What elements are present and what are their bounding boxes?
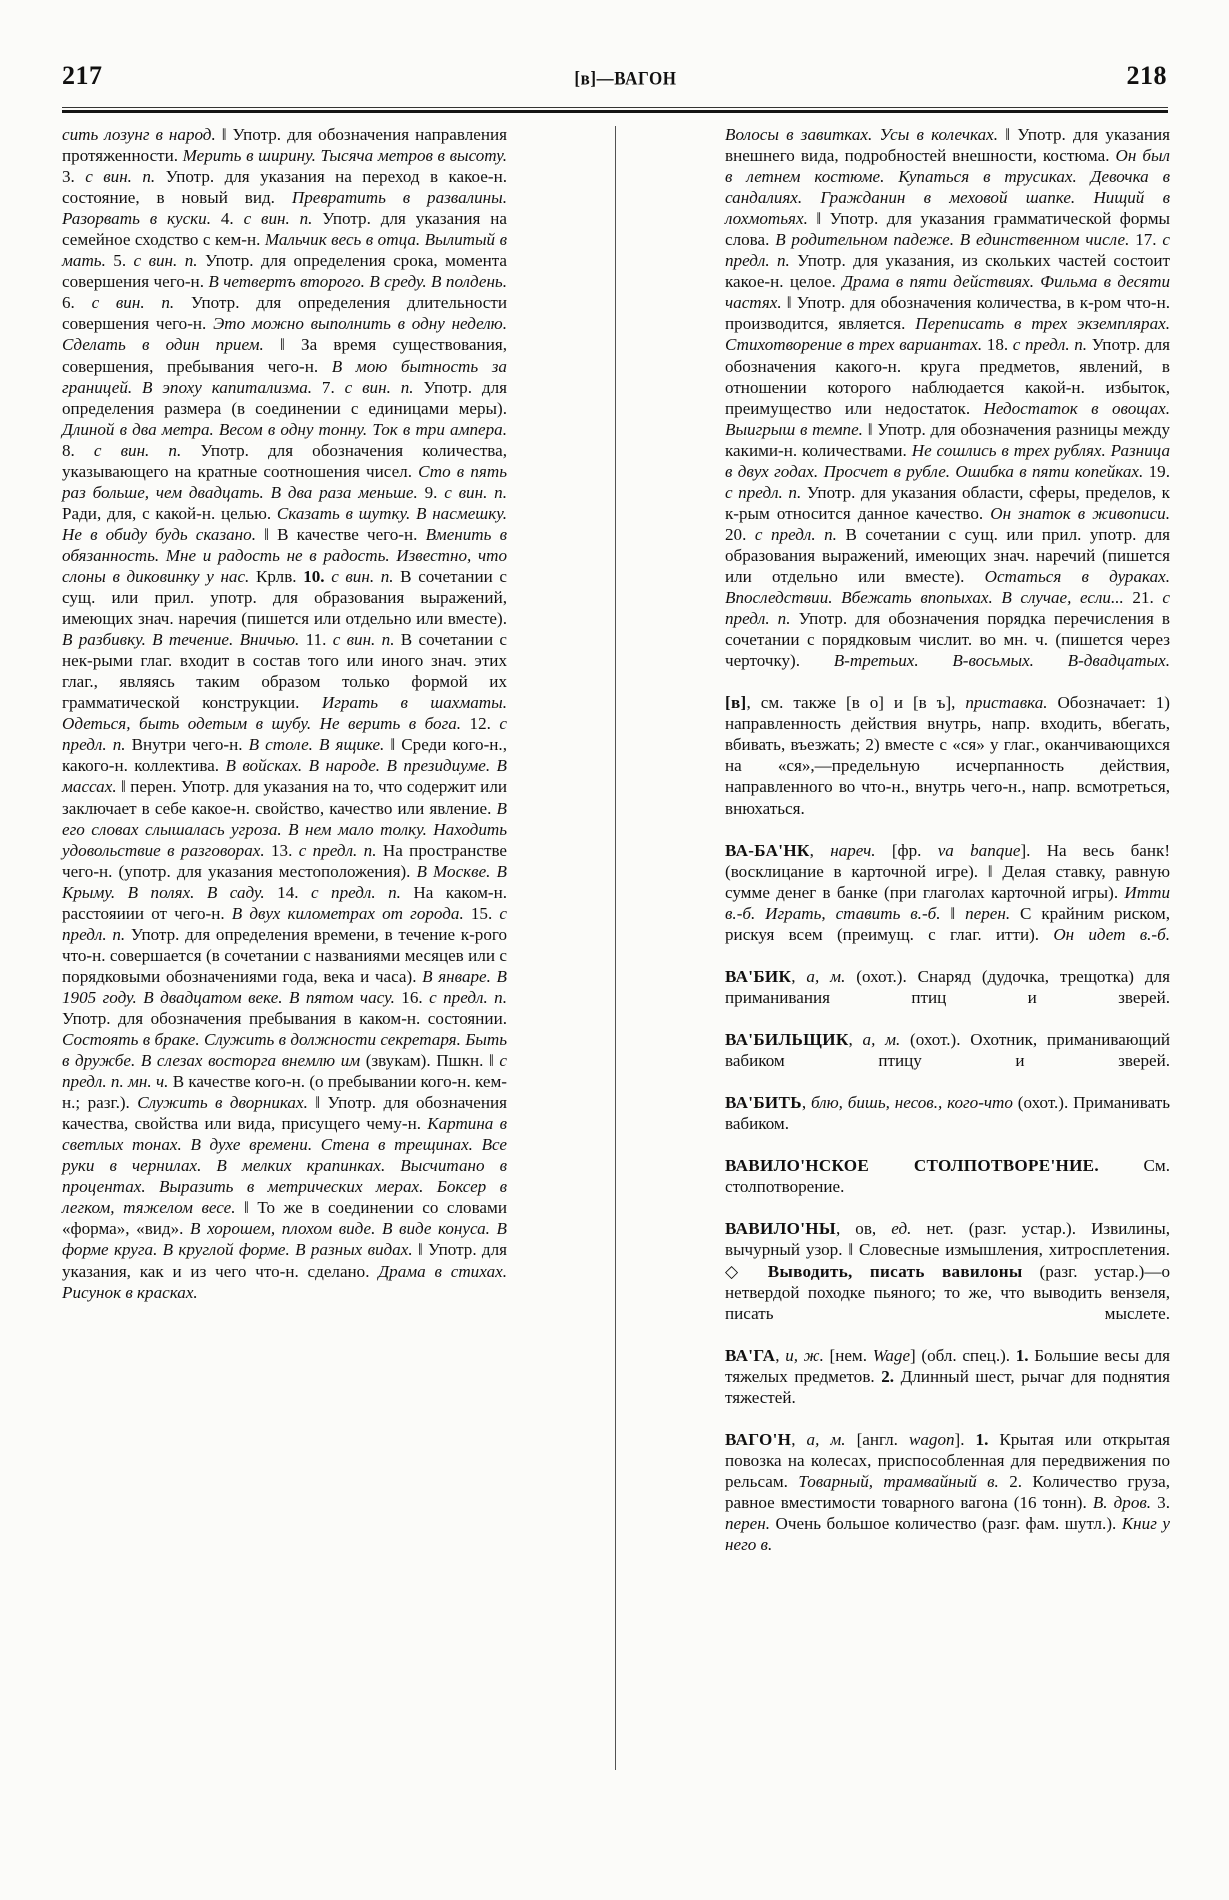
entry-body: , а, м. (охот.). Охотник, приманивающий вабиком птицу и зверей. [725, 1030, 1171, 1071]
running-head [62, 63, 1167, 97]
entry-list [725, 692, 1170, 1555]
entry-body: , блю, бишь, несов., кого-что (охот.). Приманивать вабиком. [725, 1093, 1170, 1134]
column-left [62, 124, 507, 1774]
header-rule [62, 107, 1168, 113]
rule-thin-top [62, 107, 1168, 108]
entry-body: , см. также [в о] и [в ъ], приставка. Обозначает: 1) направленность действия внутрь, напр. входить, вбегать, вбивать, въезжать; 2) вместе с «ся» у глаг., оканчивающихся на «ся»,—предельную исчерпанность действия, направленного во что-н., внутрь чего-н., напр. всмотреться, внюхаться. [725, 693, 1170, 818]
dictionary-entry [725, 840, 1170, 966]
entry-headword: ВА'ГА [725, 1345, 776, 1365]
dictionary-entry [725, 1345, 1170, 1429]
column-divider [615, 126, 616, 1770]
dictionary-entry [725, 692, 1170, 839]
entry-headword: ВА'БИК [725, 966, 792, 986]
rule-thick-bottom [62, 110, 1168, 113]
column-right [725, 124, 1170, 1774]
entry-headword: ВАВИЛО'НЫ [725, 1219, 836, 1239]
entry-body: , нареч. [фр. va banque]. На весь банк! (восклицание в карточной игре). ‖ Делая ставку, равную сумме денег в банке (при глаголах карточной игры). Итти в.-б. Играть, ставить в.-б. ‖ перен. С крайним риском, рискуя всем (преимущ. с глаг. итти). Он идет в.-б. [725, 840, 1171, 944]
text-columns [62, 124, 1170, 1774]
column-gutter [507, 124, 725, 1774]
dictionary-entry [725, 966, 1170, 1029]
entry-headword: ВАГО'Н [725, 1429, 792, 1449]
dictionary-entry [725, 1092, 1170, 1155]
entry-headword: ВА'БИТЬ [725, 1093, 802, 1113]
page-number-left: 217 [62, 61, 103, 90]
entry-body: , и, ж. [нем. Wage] (обл. спец.). 1. Большие весы для тяжелых предметов. 2. Длинный шест, рычаг для поднятия тяжестей. [725, 1345, 1170, 1407]
dictionary-entry [725, 1429, 1170, 1555]
entry-body: , а, м. [англ. wagon]. 1. Крытая или открытая повозка на колесах, приспособленная для передвижения по рельсам. Товарный, трамвайный в. 2. Количество груза, равное вместимости товарного вагона (16 тонн). В. дров. 3. перен. Очень большое количество (разг. фам. шутл.). Книг у него в. [725, 1429, 1171, 1555]
entry-headword: ВА'БИЛЬЩИК [725, 1030, 849, 1050]
dictionary-entry [725, 1218, 1170, 1344]
entry-headword: ВА-БА'НК [725, 840, 810, 860]
running-text-left: сить лозунг в народ. ‖ Употр. для обозначения направления протяженности. Мерить в ширину. Тысяча метров в высоту. 3. с вин. п. Употр. для указания на переход в какое-н. состояние, в новый вид. Превратить в развалины. Разорвать в куски. 4. с вин. п. Употр. для указания на семейное сходство с кем-н. Мальчик весь в отца. Вылитый в мать. 5. с вин. п. Употр. для определения срока, момента совершения чего-н. В четвертъ второго. В среду. В полдень. 6. с вин. п. Употр. для определения длительности совершения чего-н. Это можно выполнить в одну неделю. Сделать в один прием. ‖ За время существования, совершения, пребывания чего-н. В мою бытность за границей. В эпоху капитализма. 7. с вин. п. Употр. для определения размера (в соединении с единицами меры). Длиной в два метра. Весом в одну тонну. Ток в три ампера. 8. с вин. п. Употр. для обозначения количества, указывающего на кратные соотношения чисел. Сто в пять раз больше, чем двадцать. В два раза меньше. 9. с вин. п. Ради, для, с какой-н. целью. Сказать в шутку. В насмешку. Не в обиду будь сказано. ‖ В качестве чего-н. Вменить в обязанность. Мне и радость не в радость. Известно, что слоны в диковинку у нас. Крлв. 10. с вин. п. В сочетании с сущ. или прил. употр. для образования выражений, имеющих знач. наречия (пишется или отдельно или вместе). В разбивку. В течение. Вничью. 11. с вин. п. В сочетании с нек-рыми глаг. входит в состав того или иного знач. этих глаг., являясь таким образом только формой их грамматической конструкции. Играть в шахматы. Одеться, быть одетым в шубу. Не верить в бога. 12. с предл. п. Внутри чего-н. В столе. В ящике. ‖ Среди кого-н., какого-н. коллектива. В войсках. В народе. В президиуме. В массах. ‖ перен. Употр. для указания на то, что содержит или заключает в себе какое-н. свойство, качество или явление. В его словах слышалась угроза. В нем мало толку. Находить удовольствие в разговорах. 13. с предл. п. На пространстве чего-н. (употр. для указания местоположения). В Москве. В Крыму. В полях. В саду. 14. с предл. п. На каком-н. расстояиии от чего-н. В двух километрах от города. 15. с предл. п. Употр. для определения времени, в течение к-рого что-н. совершается (в сочетании с названиями месяцев или с порядковыми обозначениями года, века и часа). В январе. В 1905 году. В двадцатом веке. В пятом часу. 16. с предл. п. Употр. для обозначения пребывания в каком-н. состоянии. Состоять в браке. Служить в должности секретаря. Быть в дружбе. В слезах восторга внемлю им (звукам). Пшкн. ‖ с предл. п. мн. ч. В качестве кого-н. (о пребывании кого-н. кем-н.; разг.). Служить в дворниках. ‖ Употр. для обозначения качества, свойства или вида, присущего чему-н. Картина в светлых тонах. В духе времени. Стена в трещинах. Все руки в чернилах. В мелких крапинках. Высчитано в процентах. Выразить в метрических мерах. Боксер в легком, тяжелом весе. ‖ То же в соединении со словами «форма», «вид». В хорошем, плохом виде. В виде конуса. В форме круга. В круглой форме. В разных видах. ‖ Употр. для указания, как и из чего что-н. сделано. Драма в стихах. Рисунок в красках. [62, 125, 508, 1302]
entry-headword: ВАВИЛО'НСКОЕ СТОЛПОТВОРЕ'НИЕ. [725, 1156, 1099, 1176]
running-text-right: Волосы в завитках. Усы в колечках. ‖ Употр. для указания внешнего вида, подробностей внешности, костюма. Он был в летнем костюме. Купаться в трусиках. Девочка в сандалиях. Гражданин в меховой шапке. Нищий в лохмотьях. ‖ Употр. для указания грамматической формы слова. В родительном падеже. В единственном числе. 17. с предл. п. Употр. для указания, из скольких частей состоит какое-н. целое. Драма в пяти действиях. Фильма в десяти частях. ‖ Употр. для обозначения количества, в к-ром что-н. производится, является. Переписать в трех экземплярах. Стихотворение в трех вариантах. 18. с предл. п. Употр. для обозначения какого-н. круга предметов, явлений, в отношении которого наблюдается какой-н. избыток, преимущество или недостаток. Недостаток в овощах. Выигрыш в темпе. ‖ Употр. для обозначения разницы между какими-н. количествами. Не сошлись в трех рублях. Разница в двух годах. Просчет в рубле. Ошибка в пяти копейках. 19. с предл. п. Употр. для указания области, сферы, пределов, к к-рым относится данное качество. Он знаток в живописи. 20. с предл. п. В сочетании с сущ. или прил. употр. для образования выражений, имеющих знач. наречий (пишется или отдельно или вместе). Остаться в дураках. Впоследствии. Вбежать впопыхах. В случае, если... 21. с предл. п. Употр. для обозначения порядка перечисления в сочетании с порядковым числит. во мн. ч. (пишется через черточку). В-третьих. В-восьмых. В-двадцатых. [725, 125, 1171, 671]
page-number-right: 218 [1126, 61, 1167, 90]
entry-body: , ов, ед. нет. (разг. устар.). Извилины, вычурный узор. ‖ Словесные измышления, хитросплетения. ◇ Выводить, писать вавилоны (разг. устар.)—о нетвердой походке пьяного; то же, что выводить вензеля, писать мыслете. [725, 1219, 1170, 1323]
running-title: [в]—ВАГОН [574, 67, 677, 90]
entry-headword: [в] [725, 693, 747, 713]
entry-body: См. столпотворение. [725, 1156, 1171, 1197]
dictionary-entry [725, 1155, 1170, 1218]
dictionary-entry [725, 1029, 1170, 1092]
entry-body: , а, м. (охот.). Снаряд (дудочка, трещотка) для приманивания птиц и зверей. [725, 966, 1171, 1007]
